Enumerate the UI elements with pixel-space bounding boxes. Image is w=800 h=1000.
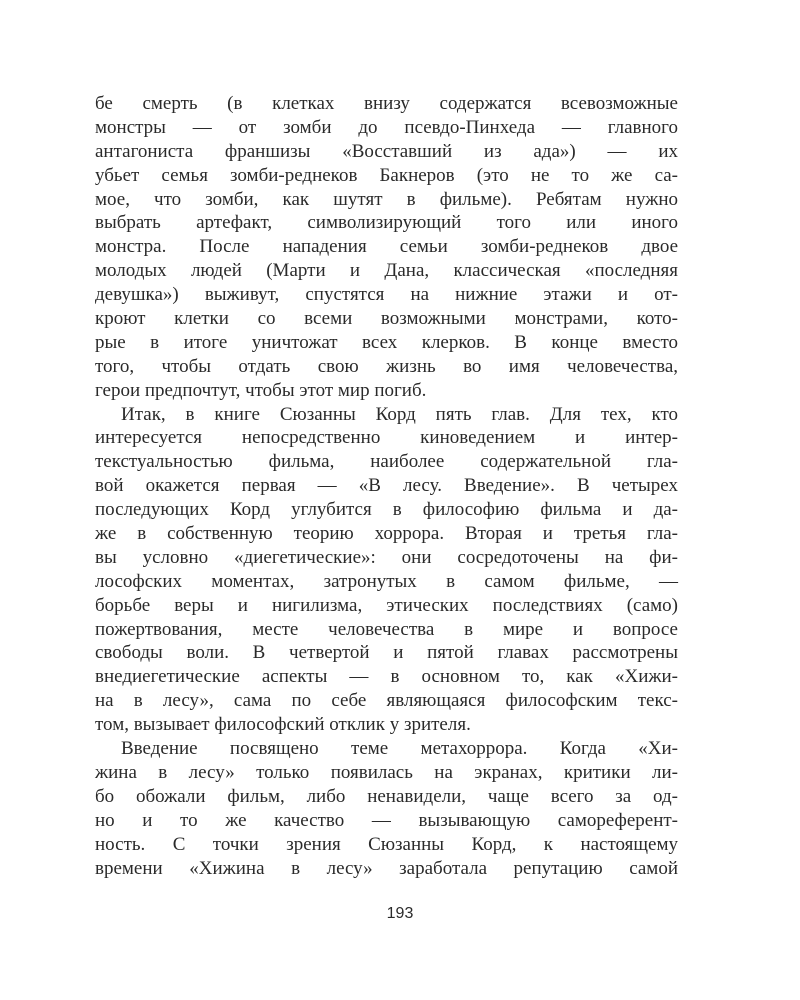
text-line: молодых людей (Марти и Дана, классическая «последняя — [95, 260, 678, 282]
page-number: 193 — [386, 905, 414, 922]
text-line: Итак, в книге Сюзанны Корд пять глав. Для тех, кто — [121, 403, 678, 425]
text-line: кроют клетки со всеми возможными монстрами, кото- — [95, 308, 678, 330]
text-line: девушка») выживут, спустятся на нижние этажи и от- — [95, 284, 678, 306]
text-line: монстры — от зомби до псевдо-Пинхеда — главного — [95, 116, 678, 138]
text-line: рые в итоге уничтожат всех клерков. В конце вместо — [95, 331, 678, 353]
text-line: интересуется непосредственно киноведением и интер- — [95, 427, 678, 449]
text-line: свободы воли. В четвертой и пятой главах рассмотрены — [95, 642, 678, 664]
text-line: времени «Хижина в лесу» заработала репутацию самой — [95, 857, 678, 879]
text-line: на в лесу», сама по себе являющаяся философским текс- — [95, 690, 678, 712]
text-line: жина в лесу» только появилась на экранах, критики ли- — [95, 761, 678, 783]
text-line: мое, что зомби, как шутят в фильме). Ребятам нужно — [95, 188, 678, 210]
text-line: выбрать артефакт, символизирующий того или иного — [95, 212, 678, 234]
text-line: текстуальностью фильма, наиболее содержательной гла- — [95, 451, 678, 473]
text-line: убьет семья зомби-реднеков Бакнеров (это не то же са- — [95, 164, 678, 186]
text-line: но и то же качество — вызывающую самореферент- — [95, 809, 678, 831]
text-line: вой окажется первая — «В лесу. Введение». В четырех — [95, 475, 678, 497]
text-line: же в собственную теорию хоррора. Вторая и третья гла- — [95, 523, 678, 545]
text-line: внедиегетические аспекты — в основном то, как «Хижи- — [95, 666, 678, 688]
text-line: пожертвования, месте человечества в мире и вопросе — [95, 618, 678, 640]
text-line: том, вызывает философский отклик у зрителя. — [95, 714, 471, 736]
text-line: того, чтобы отдать свою жизнь во имя человечества, — [95, 355, 678, 377]
text-line: герои предпочтут, чтобы этот мир погиб. — [95, 379, 427, 401]
text-line: борьбе веры и нигилизма, этических последствиях (само) — [95, 594, 678, 616]
text-line: Введение посвящено теме метахоррора. Когда «Хи- — [121, 738, 678, 760]
text-line: монстра. После нападения семьи зомби-реднеков двое — [95, 236, 678, 258]
text-line: антагониста франшизы «Восставший из ада») — их — [95, 140, 678, 162]
text-line: лософских моментах, затронутых в самом фильме, — — [95, 570, 678, 592]
text-line: вы условно «диегетические»: они сосредоточены на фи- — [95, 546, 678, 568]
text-line: последующих Корд углубится в философию фильма и да- — [95, 499, 678, 521]
text-line: бо обожали фильм, либо ненавидели, чаще всего за од- — [95, 785, 678, 807]
text-line: ность. С точки зрения Сюзанны Корд, к настоящему — [95, 833, 678, 855]
body-text — [95, 92, 678, 880]
text-line: бе смерть (в клетках внизу содержатся всевозможные — [95, 93, 678, 114]
